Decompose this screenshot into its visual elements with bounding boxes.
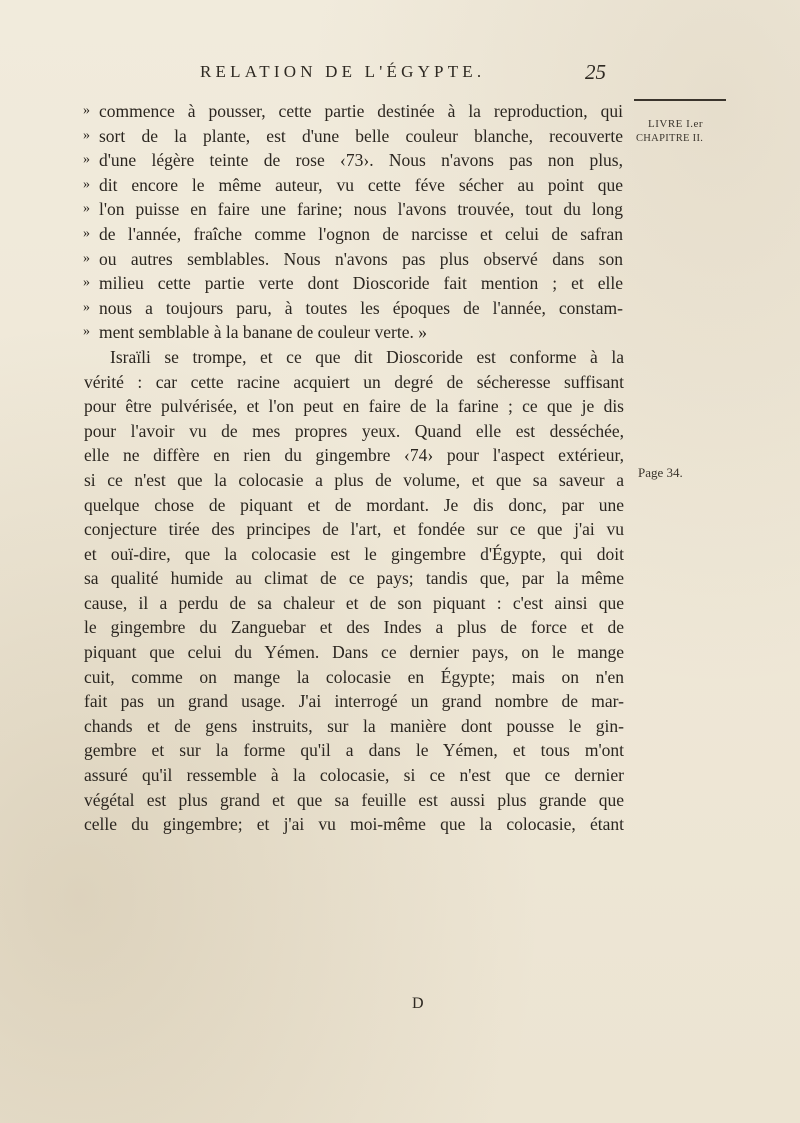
text-line xyxy=(84,714,624,739)
text-line xyxy=(84,812,624,837)
quote-mark: » xyxy=(83,201,90,217)
text-line xyxy=(84,419,624,444)
text-line xyxy=(84,615,624,640)
text-line xyxy=(84,517,624,542)
quote-mark: » xyxy=(83,127,90,143)
line-text: cause, il a perdu de sa chaleur et de son piquant : c'est ainsi que xyxy=(84,592,624,613)
line-text: de l'année, fraîche comme l'ognon de narcisse et celui de safran xyxy=(99,223,623,244)
line-text: pour être pulvérisée, et l'on peut en faire de la farine ; ce que je dis xyxy=(84,396,624,417)
text-line xyxy=(83,296,623,321)
line-text: ou autres semblables. Nous n'avons pas plus observé dans son xyxy=(99,248,623,269)
text-line xyxy=(83,222,623,247)
margin-rule xyxy=(634,99,726,101)
text-line xyxy=(84,394,624,419)
text-line xyxy=(83,124,623,149)
quote-mark: » xyxy=(83,152,90,168)
text-line xyxy=(84,443,624,468)
quote-mark: » xyxy=(83,324,90,340)
text-line xyxy=(84,345,624,370)
line-text: d'une légère teinte de rose ‹73›. Nous n'avons pas non plus, xyxy=(99,150,623,171)
line-text: chands et de gens instruits, sur la manière dont pousse le gin- xyxy=(84,715,624,736)
text-line xyxy=(83,99,623,124)
margin-chapitre: CHAPITRE II. xyxy=(636,133,704,144)
line-text: piquant que celui du Yémen. Dans ce dernier pays, on le mange xyxy=(84,642,624,663)
text-line xyxy=(84,370,624,395)
page-header xyxy=(0,60,800,90)
text-line xyxy=(84,591,624,616)
text-line xyxy=(84,542,624,567)
text-line xyxy=(83,271,623,296)
line-text: sa qualité humide au climat de ce pays; tandis que, par la même xyxy=(84,568,624,589)
quote-mark: » xyxy=(83,299,90,315)
text-line xyxy=(84,566,624,591)
line-text: l'on puisse en faire une farine; nous l'avons trouvée, tout du long xyxy=(99,199,623,220)
line-text: sort de la plante, est d'une belle couleur blanche, recouverte xyxy=(99,125,623,146)
margin-page-reference: Page 34. xyxy=(638,465,683,480)
line-text: quelque chose de piquant et de mordant. Je dis donc, par une xyxy=(84,494,624,515)
line-text: milieu cette partie verte dont Dioscoride fait mention ; et elle xyxy=(99,273,623,294)
line-text: assuré qu'il ressemble à la colocasie, si ce n'est que ce dernier xyxy=(84,765,624,786)
quote-mark: » xyxy=(83,103,90,118)
text-line xyxy=(83,247,623,272)
line-text: si ce n'est que la colocasie a plus de volume, et que sa saveur a xyxy=(84,469,624,490)
body-text xyxy=(84,99,624,837)
line-text: fait pas un grand usage. J'ai interrogé un grand nombre de mar- xyxy=(84,691,624,712)
line-text: Israïli se trompe, et ce que dit Dioscoride est conforme à la xyxy=(110,346,624,367)
quote-mark: » xyxy=(83,225,90,241)
line-text: le gingembre du Zanguebar et des Indes a plus de force et de xyxy=(84,617,624,638)
text-line xyxy=(83,197,623,222)
quote-mark: » xyxy=(83,176,90,192)
line-text: conjecture tirée des principes de l'art, et fondée sur ce que j'ai vu xyxy=(84,519,624,540)
running-title: RELATION DE L'ÉGYPTE. xyxy=(200,62,486,81)
line-text: vérité : car cette racine acquiert un degré de sécheresse suffisant xyxy=(84,371,624,392)
text-line xyxy=(84,665,624,690)
line-text: gembre et sur la forme qu'il a dans le Yémen, et tous m'ont xyxy=(84,740,624,761)
line-text: celle du gingembre; et j'ai vu moi-même que la colocasie, étant xyxy=(84,814,624,835)
text-line xyxy=(84,763,624,788)
line-text: dit encore le même auteur, vu cette féve sécher au point que xyxy=(99,174,623,195)
line-text: ment semblable à la banane de couleur verte. » xyxy=(99,322,427,343)
page-number: 25 xyxy=(585,60,606,84)
margin-livre: LIVRE I.er xyxy=(648,118,704,130)
line-text: et ouï-dire, que la colocasie est le gingembre d'Égypte, qui doit xyxy=(84,543,624,564)
line-text: végétal est plus grand et que sa feuille est aussi plus grande que xyxy=(84,789,624,810)
line-text: commence à pousser, cette partie destinée à la reproduction, qui xyxy=(99,101,623,121)
line-text: nous a toujours paru, à toutes les époques de l'année, constam- xyxy=(99,297,623,318)
text-line xyxy=(84,468,624,493)
text-line xyxy=(83,320,623,345)
quote-mark: » xyxy=(83,275,90,291)
line-text: pour l'avoir vu de mes propres yeux. Quand elle est desséchée, xyxy=(84,420,624,441)
signature-mark: D xyxy=(412,995,424,1012)
line-text: cuit, comme on mange la colocasie en Égypte; mais on n'en xyxy=(84,666,624,687)
text-line xyxy=(84,788,624,813)
quote-mark: » xyxy=(83,250,90,266)
text-line xyxy=(83,173,623,198)
text-line xyxy=(84,689,624,714)
text-line xyxy=(84,493,624,518)
text-line xyxy=(84,738,624,763)
text-line xyxy=(83,148,623,173)
line-text: elle ne diffère en rien du gingembre ‹74› pour l'aspect extérieur, xyxy=(84,445,624,466)
text-line xyxy=(84,640,624,665)
